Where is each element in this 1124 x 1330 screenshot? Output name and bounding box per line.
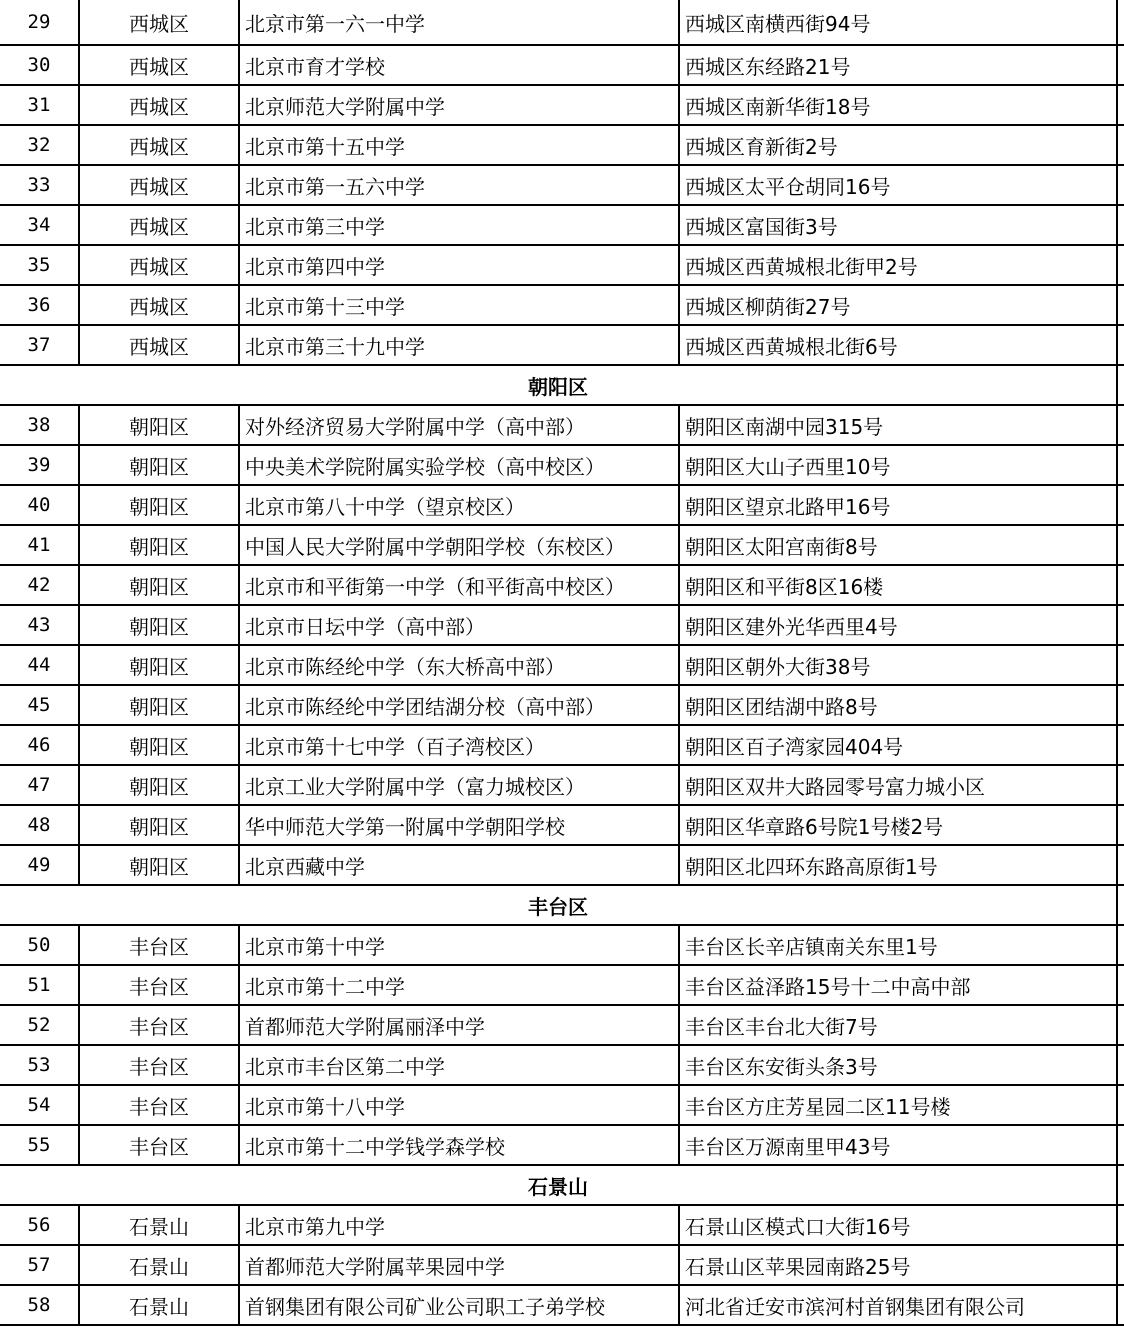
address-cell: 西城区太平仓胡同16号 [685, 174, 891, 199]
column-divider [678, 286, 680, 324]
address-cell: 石景山区苹果园南路25号 [685, 1254, 911, 1279]
school-name-cell: 北京市陈经纶中学（东大桥高中部） [245, 654, 565, 679]
district-cell: 朝阳区 [129, 854, 189, 879]
school-name-cell: 北京市日坛中学（高中部） [245, 614, 485, 639]
table-row [0, 126, 1124, 166]
school-name-cell: 首都师范大学附属丽泽中学 [245, 1014, 485, 1039]
row-number: 36 [27, 294, 51, 316]
table-row [0, 646, 1124, 686]
column-divider [1116, 326, 1118, 364]
column-divider [678, 726, 680, 764]
school-name-cell: 北京市第十五中学 [245, 134, 405, 159]
column-divider [78, 1206, 80, 1244]
row-number: 39 [27, 454, 51, 476]
column-divider [78, 286, 80, 324]
row-number: 48 [27, 814, 51, 836]
column-divider [78, 1126, 80, 1164]
column-divider [238, 766, 240, 804]
row-number: 40 [27, 494, 51, 516]
row-number: 33 [27, 174, 51, 196]
table-row [0, 926, 1124, 966]
district-cell: 西城区 [129, 134, 189, 159]
column-divider [1116, 806, 1118, 844]
school-name-cell: 对外经济贸易大学附属中学（高中部） [245, 414, 585, 439]
column-divider [78, 1286, 80, 1324]
table-row [0, 206, 1124, 246]
school-name-cell: 首钢集团有限公司矿业公司职工子弟学校 [245, 1294, 605, 1319]
column-divider [78, 86, 80, 124]
school-name-cell: 北京市第三中学 [245, 214, 385, 239]
district-cell: 石景山 [129, 1214, 189, 1239]
column-divider [78, 846, 80, 884]
table-row [0, 326, 1124, 366]
column-divider [1116, 1006, 1118, 1044]
column-divider [678, 966, 680, 1004]
address-cell: 丰台区万源南里甲43号 [685, 1134, 891, 1159]
column-divider [1116, 566, 1118, 604]
column-divider [238, 726, 240, 764]
column-divider [238, 1206, 240, 1244]
table-row [0, 246, 1124, 286]
row-number: 56 [27, 1214, 51, 1236]
school-name-cell: 北京市第四中学 [245, 254, 385, 279]
table-row [0, 0, 1124, 46]
row-number: 41 [27, 534, 51, 556]
address-cell: 朝阳区望京北路甲16号 [685, 494, 891, 519]
address-cell: 西城区柳荫街27号 [685, 294, 851, 319]
table-row [0, 766, 1124, 806]
table-row [0, 46, 1124, 86]
district-cell: 西城区 [129, 11, 189, 36]
school-name-cell: 中国人民大学附属中学朝阳学校（东校区） [245, 534, 625, 559]
column-divider [238, 1046, 240, 1084]
address-cell: 朝阳区百子湾家园404号 [685, 734, 904, 759]
column-divider [238, 806, 240, 844]
school-name-cell: 北京市第八十中学（望京校区） [245, 494, 525, 519]
column-divider [1116, 1246, 1118, 1284]
address-cell: 朝阳区太阳宫南街8号 [685, 534, 878, 559]
column-divider [678, 0, 680, 44]
table-row [0, 1086, 1124, 1126]
column-divider [678, 486, 680, 524]
district-cell: 石景山 [129, 1254, 189, 1279]
column-divider [1116, 1126, 1118, 1164]
column-divider [238, 1006, 240, 1044]
school-name-cell: 首都师范大学附属苹果园中学 [245, 1254, 505, 1279]
column-divider [78, 806, 80, 844]
column-divider [1116, 486, 1118, 524]
school-name-cell: 北京市第十二中学钱学森学校 [245, 1134, 505, 1159]
column-divider [1116, 1086, 1118, 1124]
column-divider [1116, 1286, 1118, 1324]
column-divider [78, 646, 80, 684]
table-row [0, 566, 1124, 606]
table-row [0, 606, 1124, 646]
column-divider [1116, 46, 1118, 84]
address-cell: 朝阳区北四环东路高原街1号 [685, 854, 938, 879]
column-divider [78, 486, 80, 524]
column-divider [238, 926, 240, 964]
column-divider [678, 1006, 680, 1044]
district-cell: 朝阳区 [129, 534, 189, 559]
column-divider [238, 526, 240, 564]
district-cell: 丰台区 [129, 934, 189, 959]
row-number: 32 [27, 134, 51, 156]
row-number: 31 [27, 94, 51, 116]
column-divider [238, 966, 240, 1004]
column-divider [78, 566, 80, 604]
table-row [0, 286, 1124, 326]
column-divider [1116, 366, 1118, 404]
table-row [0, 526, 1124, 566]
column-divider [678, 846, 680, 884]
column-divider [678, 606, 680, 644]
column-divider [78, 446, 80, 484]
column-divider [678, 166, 680, 204]
address-cell: 西城区西黄城根北街甲2号 [685, 254, 918, 279]
table-row [0, 1006, 1124, 1046]
district-cell: 朝阳区 [129, 454, 189, 479]
row-number: 30 [27, 54, 51, 76]
column-divider [78, 966, 80, 1004]
row-number: 49 [27, 854, 51, 876]
section-title: 石景山 [528, 1174, 588, 1199]
row-number: 35 [27, 254, 51, 276]
table-row [0, 1046, 1124, 1086]
column-divider [238, 0, 240, 44]
row-number: 54 [27, 1094, 51, 1116]
district-cell: 西城区 [129, 334, 189, 359]
row-number: 47 [27, 774, 51, 796]
row-number: 46 [27, 734, 51, 756]
row-number: 43 [27, 614, 51, 636]
table-row [0, 966, 1124, 1006]
column-divider [1116, 406, 1118, 444]
school-name-cell: 中央美术学院附属实验学校（高中校区） [245, 454, 605, 479]
address-cell: 西城区南新华街18号 [685, 94, 871, 119]
district-cell: 丰台区 [129, 1094, 189, 1119]
column-divider [78, 126, 80, 164]
district-cell: 丰台区 [129, 1054, 189, 1079]
table-row [0, 806, 1124, 846]
table-row [0, 86, 1124, 126]
column-divider [1116, 886, 1118, 924]
row-number: 51 [27, 974, 51, 996]
address-cell: 西城区育新街2号 [685, 134, 838, 159]
column-divider [238, 206, 240, 244]
column-divider [678, 646, 680, 684]
column-divider [78, 926, 80, 964]
district-cell: 朝阳区 [129, 614, 189, 639]
address-cell: 西城区西黄城根北街6号 [685, 334, 898, 359]
column-divider [678, 326, 680, 364]
address-cell: 丰台区东安街头条3号 [685, 1054, 878, 1079]
address-cell: 朝阳区和平街8区16楼 [685, 574, 884, 599]
column-divider [678, 46, 680, 84]
column-divider [678, 806, 680, 844]
school-name-cell: 北京市陈经纶中学团结湖分校（高中部） [245, 694, 605, 719]
column-divider [678, 446, 680, 484]
district-cell: 西城区 [129, 214, 189, 239]
table-row [0, 846, 1124, 886]
column-divider [238, 1286, 240, 1324]
column-divider [678, 86, 680, 124]
school-name-cell: 北京市第十三中学 [245, 294, 405, 319]
column-divider [678, 1086, 680, 1124]
column-divider [238, 1126, 240, 1164]
section-title: 朝阳区 [528, 374, 588, 399]
column-divider [678, 1206, 680, 1244]
school-name-cell: 北京市第一六一中学 [245, 11, 425, 36]
column-divider [1116, 846, 1118, 884]
row-number: 58 [27, 1294, 51, 1316]
district-cell: 丰台区 [129, 1134, 189, 1159]
column-divider [78, 206, 80, 244]
school-name-cell: 北京市丰台区第二中学 [245, 1054, 445, 1079]
district-cell: 朝阳区 [129, 814, 189, 839]
column-divider [78, 686, 80, 724]
section-header-row [0, 1166, 1124, 1206]
column-divider [78, 46, 80, 84]
column-divider [78, 606, 80, 644]
school-name-cell: 北京市育才学校 [245, 54, 385, 79]
column-divider [1116, 86, 1118, 124]
column-divider [1116, 166, 1118, 204]
column-divider [678, 246, 680, 284]
column-divider [678, 766, 680, 804]
column-divider [238, 846, 240, 884]
column-divider [78, 166, 80, 204]
column-divider [78, 726, 80, 764]
address-cell: 石景山区模式口大街16号 [685, 1214, 911, 1239]
section-header-row [0, 886, 1124, 926]
column-divider [1116, 0, 1118, 44]
column-divider [238, 46, 240, 84]
column-divider [1116, 1206, 1118, 1244]
column-divider [678, 126, 680, 164]
district-cell: 朝阳区 [129, 734, 189, 759]
district-cell: 朝阳区 [129, 414, 189, 439]
row-number: 50 [27, 934, 51, 956]
column-divider [238, 606, 240, 644]
column-divider [238, 286, 240, 324]
column-divider [1116, 446, 1118, 484]
address-cell: 丰台区益泽路15号十二中高中部 [685, 974, 971, 999]
school-name-cell: 华中师范大学第一附属中学朝阳学校 [245, 814, 565, 839]
section-title: 丰台区 [528, 894, 588, 919]
row-number: 29 [27, 11, 51, 33]
row-number: 53 [27, 1054, 51, 1076]
column-divider [78, 766, 80, 804]
row-number: 57 [27, 1254, 51, 1276]
column-divider [678, 1286, 680, 1324]
column-divider [1116, 126, 1118, 164]
district-cell: 西城区 [129, 94, 189, 119]
column-divider [1116, 606, 1118, 644]
school-name-cell: 北京市第一五六中学 [245, 174, 425, 199]
address-cell: 丰台区丰台北大街7号 [685, 1014, 878, 1039]
column-divider [238, 486, 240, 524]
address-cell: 朝阳区大山子西里10号 [685, 454, 891, 479]
column-divider [1116, 646, 1118, 684]
school-name-cell: 北京市第十七中学（百子湾校区） [245, 734, 545, 759]
address-cell: 朝阳区南湖中园315号 [685, 414, 884, 439]
address-cell: 朝阳区朝外大街38号 [685, 654, 871, 679]
column-divider [1116, 1046, 1118, 1084]
column-divider [678, 526, 680, 564]
district-cell: 西城区 [129, 254, 189, 279]
address-cell: 朝阳区华章路6号院1号楼2号 [685, 814, 944, 839]
column-divider [678, 1126, 680, 1164]
table-row [0, 486, 1124, 526]
school-name-cell: 北京工业大学附属中学（富力城校区） [245, 774, 585, 799]
school-name-cell: 北京市第九中学 [245, 1214, 385, 1239]
row-number: 52 [27, 1014, 51, 1036]
column-divider [78, 526, 80, 564]
column-divider [1116, 246, 1118, 284]
column-divider [678, 1246, 680, 1284]
address-cell: 西城区东经路21号 [685, 54, 851, 79]
row-number: 45 [27, 694, 51, 716]
table-row [0, 1246, 1124, 1286]
column-divider [238, 246, 240, 284]
column-divider [78, 326, 80, 364]
column-divider [1116, 766, 1118, 804]
column-divider [238, 1086, 240, 1124]
column-divider [78, 0, 80, 44]
table-row [0, 1206, 1124, 1246]
district-cell: 朝阳区 [129, 574, 189, 599]
district-cell: 丰台区 [129, 974, 189, 999]
column-divider [78, 1046, 80, 1084]
column-divider [78, 1006, 80, 1044]
column-divider [238, 1246, 240, 1284]
column-divider [238, 406, 240, 444]
column-divider [678, 686, 680, 724]
table-row [0, 1286, 1124, 1326]
table-row [0, 726, 1124, 766]
address-cell: 丰台区长辛店镇南关东里1号 [685, 934, 938, 959]
school-name-cell: 北京西藏中学 [245, 854, 365, 879]
district-cell: 石景山 [129, 1294, 189, 1319]
section-header-row [0, 366, 1124, 406]
row-number: 42 [27, 574, 51, 596]
district-cell: 朝阳区 [129, 494, 189, 519]
column-divider [1116, 1166, 1118, 1204]
table-row [0, 166, 1124, 206]
school-name-cell: 北京市和平街第一中学（和平街高中校区） [245, 574, 625, 599]
column-divider [678, 926, 680, 964]
district-cell: 西城区 [129, 294, 189, 319]
column-divider [1116, 206, 1118, 244]
district-cell: 朝阳区 [129, 654, 189, 679]
column-divider [678, 206, 680, 244]
district-cell: 丰台区 [129, 1014, 189, 1039]
school-name-cell: 北京市第十八中学 [245, 1094, 405, 1119]
school-name-cell: 北京市第十中学 [245, 934, 385, 959]
address-cell: 朝阳区建外光华西里4号 [685, 614, 898, 639]
district-cell: 朝阳区 [129, 774, 189, 799]
column-divider [678, 406, 680, 444]
row-number: 37 [27, 334, 51, 356]
address-cell: 西城区富国街3号 [685, 214, 838, 239]
table-row [0, 406, 1124, 446]
district-cell: 朝阳区 [129, 694, 189, 719]
column-divider [238, 646, 240, 684]
column-divider [238, 446, 240, 484]
table-row [0, 1126, 1124, 1166]
district-cell: 西城区 [129, 174, 189, 199]
column-divider [78, 246, 80, 284]
column-divider [238, 166, 240, 204]
school-name-cell: 北京师范大学附属中学 [245, 94, 445, 119]
address-cell: 朝阳区团结湖中路8号 [685, 694, 878, 719]
column-divider [238, 126, 240, 164]
row-number: 55 [27, 1134, 51, 1156]
school-name-cell: 北京市第十二中学 [245, 974, 405, 999]
column-divider [1116, 286, 1118, 324]
column-divider [678, 566, 680, 604]
address-cell: 西城区南横西街94号 [685, 11, 871, 36]
column-divider [78, 1086, 80, 1124]
address-cell: 朝阳区双井大路园零号富力城小区 [685, 774, 985, 799]
row-number: 44 [27, 654, 51, 676]
column-divider [78, 406, 80, 444]
row-number: 38 [27, 414, 51, 436]
column-divider [1116, 926, 1118, 964]
table-row [0, 446, 1124, 486]
column-divider [1116, 966, 1118, 1004]
column-divider [238, 566, 240, 604]
column-divider [1116, 526, 1118, 564]
column-divider [78, 1246, 80, 1284]
address-cell: 丰台区方庄芳星园二区11号楼 [685, 1094, 951, 1119]
table-row [0, 686, 1124, 726]
column-divider [238, 86, 240, 124]
column-divider [1116, 686, 1118, 724]
column-divider [238, 686, 240, 724]
school-name-cell: 北京市第三十九中学 [245, 334, 425, 359]
column-divider [678, 1046, 680, 1084]
column-divider [238, 326, 240, 364]
address-cell: 河北省迁安市滨河村首钢集团有限公司 [685, 1294, 1025, 1319]
row-number: 34 [27, 214, 51, 236]
district-cell: 西城区 [129, 54, 189, 79]
column-divider [1116, 726, 1118, 764]
